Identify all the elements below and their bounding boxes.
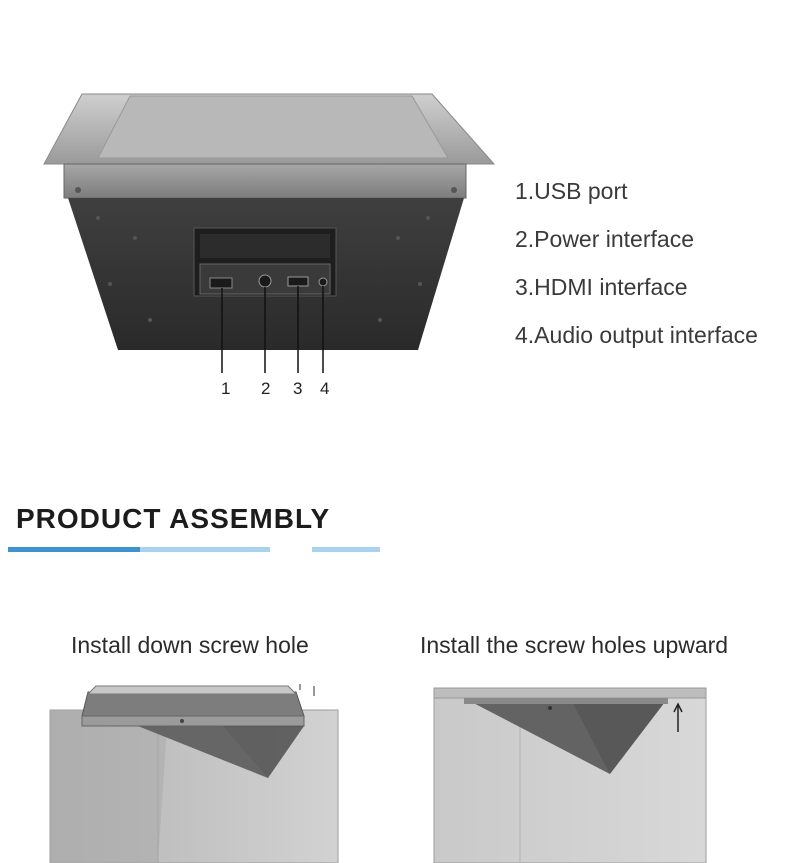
interface-hdmi: 3.HDMI interface [515,274,688,300]
interface-usb: 1.USB port [515,178,628,204]
interface-list [515,176,758,368]
port-number-4: 4 [320,379,330,398]
interface-audio: 4.Audio output interface [515,322,758,348]
title-underline-light [140,547,270,552]
right-install-caption: Install the screw holes upward [420,632,729,658]
install-up-illustration [430,680,710,863]
interface-power: 2.Power interface [515,226,694,252]
port-number-3: 3 [293,379,303,398]
port-number-1: 1 [221,379,231,398]
hologram-device-illustration [40,88,500,388]
title-underline-segment [312,547,380,552]
port-number-2: 2 [261,379,271,398]
title-underline-accent [8,547,140,552]
section-title: PRODUCT ASSEMBLY [16,503,331,534]
left-install-caption: Install down screw hole [71,632,309,658]
install-down-illustration [48,680,378,863]
